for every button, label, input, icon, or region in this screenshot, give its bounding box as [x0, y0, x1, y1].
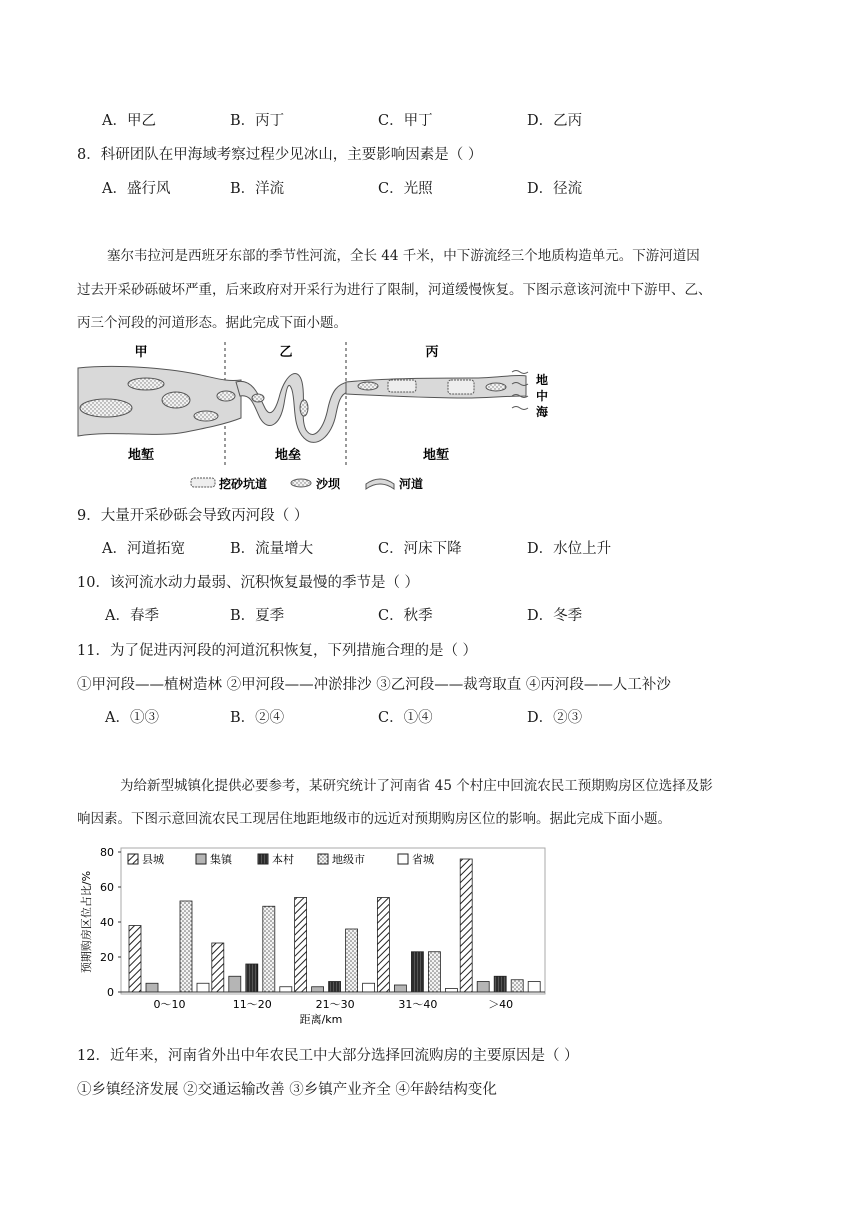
- q7-option-a: A．甲乙: [102, 113, 156, 129]
- sand-bar: [486, 383, 506, 391]
- bar: [312, 987, 324, 992]
- q11-option-a: A．①③: [105, 710, 159, 726]
- legend-label: 地级市: [332, 853, 365, 866]
- legend-swatch: [398, 854, 408, 864]
- q11-measures: ①甲河段——植树造林 ②甲河段——冲淤排沙 ③乙河段——裁弯取直 ④丙河段——人工补沙: [77, 677, 671, 693]
- x-axis-label: 距离/km: [299, 1013, 343, 1026]
- sand-bar: [194, 411, 218, 421]
- q9-option-a: A．河道拓宽: [102, 541, 185, 557]
- legend-swatch: [318, 854, 328, 864]
- q7-option-b: B．丙丁: [230, 113, 285, 129]
- chart-legend: [128, 852, 434, 866]
- x-tick-labels: [154, 998, 514, 1011]
- q11-option-b: B．②④: [230, 710, 285, 726]
- sand-mining-channel: [448, 380, 474, 394]
- q9-option-d: D．水位上升: [527, 541, 612, 557]
- legend-sandbar-label: 沙坝: [316, 477, 341, 491]
- q8-option-c: C．光照: [378, 181, 433, 197]
- bar: [129, 926, 141, 993]
- housing-location-bar-chart: [76, 842, 550, 1032]
- bar: [460, 859, 472, 992]
- sea-label-2: 中: [536, 389, 549, 403]
- y-tick-label: 20: [100, 951, 114, 964]
- q11-option-c: C．①④: [378, 710, 433, 726]
- q11-option-d: D．②③: [527, 710, 583, 726]
- passage1-line-3: 丙三个河段的河道形态。据此完成下面小题。: [77, 315, 347, 331]
- y-axis-label: 预期购房区位占比/%: [80, 870, 93, 974]
- q9-option-c: C．河床下降: [378, 541, 462, 557]
- q9-stem: 9．大量开采砂砾会导致丙河段（ ）: [77, 508, 309, 524]
- q12-reasons: ①乡镇经济发展 ②交通运输改善 ③乡镇产业齐全 ④年龄结构变化: [77, 1082, 497, 1098]
- river-channel-yi: [236, 373, 348, 442]
- bar: [146, 983, 158, 992]
- q8-stem: 8．科研团队在甲海域考察过程少见冰山，主要影响因素是（ ）: [77, 147, 483, 163]
- q10-option-d: D．冬季: [527, 608, 583, 624]
- bar: [346, 929, 358, 992]
- bar: [263, 906, 275, 992]
- bar: [246, 964, 258, 992]
- bar: [229, 976, 241, 992]
- y-tick-label: 80: [100, 846, 114, 859]
- legend-swatch: [196, 854, 206, 864]
- sea-label-3: 海: [536, 405, 549, 419]
- bar: [363, 983, 375, 992]
- legend-swatch: [258, 854, 268, 864]
- sand-bar: [252, 394, 264, 402]
- q7-option-c: C．甲丁: [378, 113, 433, 129]
- y-tick-label: 60: [100, 881, 114, 894]
- river-channel-figure: [76, 338, 556, 498]
- legend-label: 集镇: [210, 853, 232, 866]
- legend-mining-swatch: [191, 478, 215, 487]
- bar: [212, 943, 224, 992]
- q10-option-c: C．秋季: [378, 608, 433, 624]
- unit-label-3: 地堑: [422, 448, 450, 463]
- passage2-line-2: 响因素。下图示意回流农民工现居住地距地级市的远近对预期购房区位的影响。据此完成下面小题。: [77, 811, 671, 827]
- x-tick-label: 11～20: [232, 998, 272, 1011]
- passage1-line-2: 过去开采砂砾破坏严重，后来政府对开采行为进行了限制，河道缓慢恢复。下图示意该河流中下游甲、乙、: [77, 282, 712, 298]
- bar: [477, 982, 489, 993]
- bar: [494, 976, 506, 992]
- x-tick-label: ＞40: [488, 998, 514, 1011]
- sand-bar: [162, 392, 190, 408]
- bar: [428, 952, 440, 992]
- legend-label: 本村: [272, 853, 294, 866]
- y-tick-label: 40: [100, 916, 114, 929]
- bar: [394, 985, 406, 992]
- bar: [528, 982, 540, 993]
- passage2-line-1: 为给新型城镇化提供必要参考，某研究统计了河南省 45 个村庄中回流农民工预期购房区位选择及影: [120, 778, 713, 794]
- x-tick-label: 0～10: [153, 998, 186, 1011]
- sand-bar: [217, 391, 235, 401]
- sand-mining-channel: [388, 380, 416, 392]
- segment-label-jia: 甲: [134, 345, 148, 360]
- x-tick-label: 21～30: [315, 998, 355, 1011]
- bar: [197, 983, 209, 992]
- sand-bar: [300, 400, 308, 416]
- unit-label-1: 地堑: [127, 448, 155, 463]
- y-ticks: [100, 846, 121, 999]
- sand-bar: [80, 399, 132, 417]
- legend-mining-label: 挖砂坑道: [219, 477, 268, 491]
- legend-label: 县城: [142, 853, 164, 866]
- sand-bar: [128, 378, 164, 390]
- bar: [377, 898, 389, 993]
- bar: [411, 952, 423, 992]
- bar: [511, 980, 523, 992]
- q8-option-a: A．盛行风: [102, 181, 171, 197]
- q10-option-a: A．春季: [105, 608, 159, 624]
- q10-option-b: B．夏季: [230, 608, 285, 624]
- legend-channel-swatch: [366, 479, 394, 489]
- q8-option-b: B．洋流: [230, 181, 285, 197]
- sea-label-1: 地: [536, 373, 549, 387]
- y-tick-label: 0: [107, 986, 114, 999]
- bar: [329, 982, 341, 993]
- chart-bars: [129, 859, 540, 992]
- q11-stem: 11．为了促进丙河段的河道沉积恢复，下列措施合理的是（ ）: [77, 643, 478, 659]
- bar: [295, 898, 307, 993]
- sand-bar: [358, 382, 378, 390]
- legend-label: 省城: [412, 853, 434, 866]
- bar: [445, 989, 457, 993]
- passage1-line-1: 塞尔韦拉河是西班牙东部的季节性河流，全长 44 千米，中下游流经三个地质构造单元。下游河道因: [107, 248, 700, 264]
- bar: [180, 901, 192, 992]
- x-tick-label: 31～40: [398, 998, 438, 1011]
- q9-option-b: B．流量增大: [230, 541, 314, 557]
- legend-swatch: [128, 854, 138, 864]
- unit-label-2: 地垒: [274, 448, 302, 463]
- legend-sandbar-swatch: [291, 479, 311, 487]
- legend-channel-label: 河道: [399, 477, 424, 491]
- q10-stem: 10．该河流水动力最弱、沉积恢复最慢的季节是（ ）: [77, 575, 420, 591]
- q7-option-d: D．乙丙: [527, 113, 583, 129]
- segment-label-bing: 丙: [425, 345, 439, 360]
- q12-stem: 12．近年来，河南省外出中年农民工中大部分选择回流购房的主要原因是（ ）: [77, 1048, 579, 1064]
- segment-label-yi: 乙: [279, 345, 293, 360]
- river-legend: [191, 476, 423, 491]
- bar: [280, 987, 292, 992]
- q8-option-d: D．径流: [527, 181, 583, 197]
